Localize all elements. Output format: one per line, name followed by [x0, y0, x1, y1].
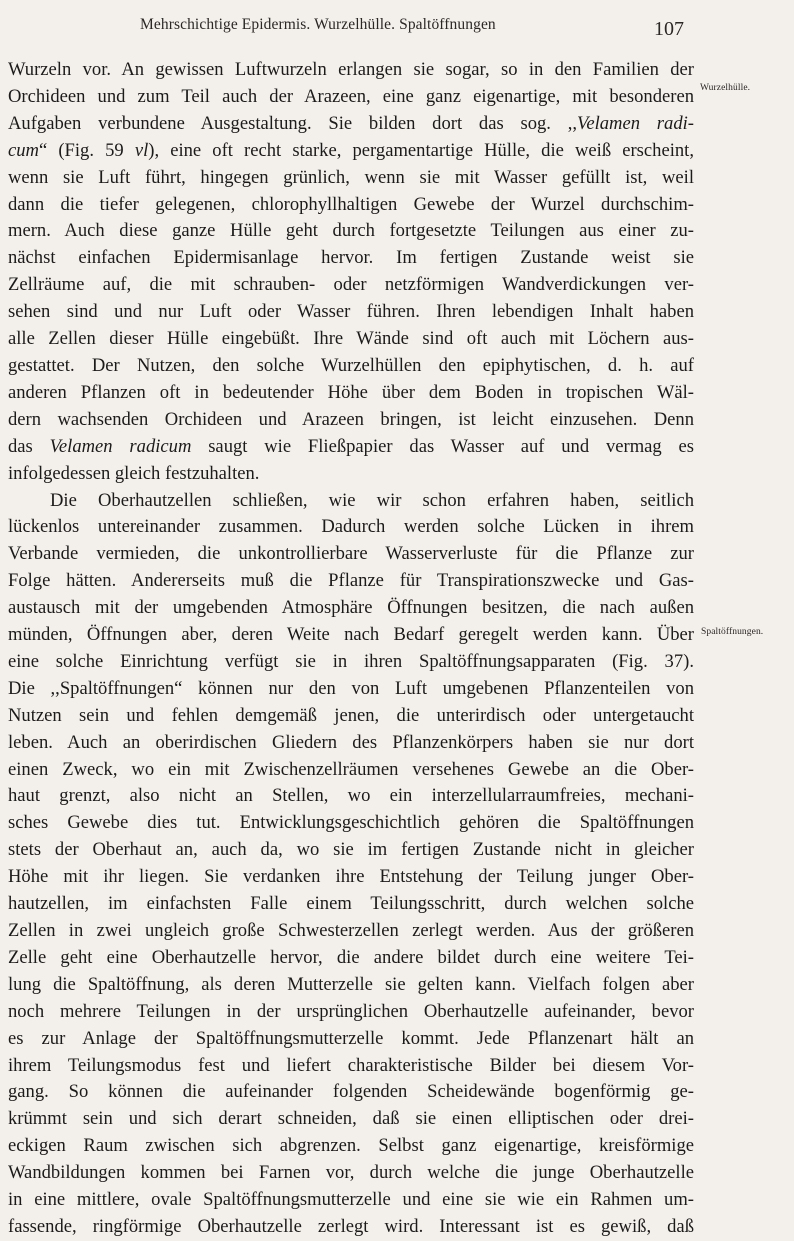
text-segment: Wandbildungen kommen bei Farnen vor, durch welche die junge Oberhautzelle [8, 1162, 694, 1184]
text-segment: Die ,,Spaltöffnungen“ können nur den von Luft umgebenen Pflanzenteilen von [8, 677, 694, 699]
text-line [8, 1079, 694, 1106]
italic-term: vl [134, 139, 149, 161]
text-segment: Zelle geht eine Oberhautzelle hervor, die andere bildet durch eine weitere Tei- [8, 946, 694, 968]
text-segment: eckigen Raum zwischen sich abgrenzen. Selbst ganz eigenartige, kreisförmige [8, 1135, 694, 1157]
text-line [8, 192, 694, 219]
text-segment: Folge hätten. Andererseits muß die Pflanze für Transpirationszwecke und Gas- [8, 570, 694, 592]
text-line [8, 649, 694, 676]
text-line [8, 622, 694, 649]
text-segment: austausch mit der umgebenden Atmosphäre Öffnungen besitzen, die nach außen [8, 597, 694, 619]
text-segment: Höhe mit ihr liegen. Sie verdanken ihre Entstehung der Teilung junger Ober- [8, 866, 694, 888]
text-segment: einen Zweck, wo ein mit Zwischenzellräumen versehenes Gewebe an die Ober- [8, 758, 694, 780]
text-line [8, 138, 694, 165]
text-line [8, 837, 694, 864]
text-line [8, 1187, 694, 1214]
text-segment: gestattet. Der Nutzen, den solche Wurzelhüllen den epiphytischen, d. h. auf [8, 354, 694, 376]
text-segment: anderen Pflanzen oft in bedeutender Höhe über dem Boden in tropischen Wäl- [8, 381, 694, 403]
text-line [8, 245, 694, 272]
text-line [8, 514, 694, 541]
text-line [8, 1133, 694, 1160]
text-line [8, 999, 694, 1026]
text-line [8, 676, 694, 703]
text-segment: eine solche Einrichtung verfügt sie in ihren Spaltöffnungsapparaten (Fig. 37). [8, 650, 694, 672]
text-segment: alle Zellen dieser Hülle eingebüßt. Ihre Wände sind oft auch mit Löchern aus- [8, 328, 694, 350]
body-text [8, 57, 694, 1241]
text-segment: Orchideen und zum Teil auch der Arazeen, eine ganz eigenartige, mit besonderen [8, 85, 694, 107]
text-line [8, 568, 694, 595]
text-line [8, 488, 694, 515]
text-line [8, 461, 694, 488]
text-line [8, 272, 694, 299]
text-line [8, 165, 694, 192]
text-segment: münden, Öffnungen aber, deren Weite nach Bedarf geregelt werden kann. Über [8, 624, 694, 646]
text-line [8, 407, 694, 434]
text-segment: Aufgaben verbundene Ausgestaltung. Sie bilden dort das sog. ,, [8, 112, 578, 134]
page-number: 107 [654, 18, 684, 40]
text-segment: ), eine oft recht starke, pergamentartige Hülle, die weiß erscheint, [148, 139, 694, 161]
text-line [8, 783, 694, 810]
text-segment: Nutzen sein und fehlen demgemäß jenen, die unterirdisch oder untergetaucht [8, 704, 694, 726]
text-segment: dern wachsenden Orchideen und Arazeen bringen, ist leicht einzusehen. Denn [8, 408, 694, 430]
margin-note-spaltoeffnungen: Spaltöffnungen. [701, 627, 764, 637]
text-line [8, 218, 694, 245]
text-line [8, 703, 694, 730]
text-line [8, 541, 694, 568]
text-segment: es zur Anlage der Spaltöffnungsmutterzelle kommt. Jede Pflanzenart hält an [8, 1027, 694, 1049]
text-segment: Wurzeln vor. An gewissen Luftwurzeln erlangen sie sogar, so in den Familien der [8, 59, 694, 80]
margin-note-wurzelhuelle: Wurzelhülle. [700, 83, 751, 93]
text-line [8, 595, 694, 622]
text-segment: dann die tiefer gelegenen, chlorophyllhaltigen Gewebe der Wurzel durchschim- [8, 193, 694, 215]
text-segment: haut grenzt, also nicht an Stellen, wo ein interzellularraumfreies, mechani- [8, 785, 694, 807]
text-line [8, 891, 694, 918]
text-segment: lung die Spaltöffnung, als deren Mutterzelle sie gelten kann. Vielfach folgen aber [8, 973, 694, 995]
text-segment: Zellen in zwei ungleich große Schwesterzellen zerlegt werden. Aus der größeren [8, 920, 694, 941]
text-segment: noch mehrere Teilungen in der ursprünglichen Oberhautzelle aufeinander, bevor [8, 1000, 694, 1022]
text-line [8, 1026, 694, 1053]
text-segment: “ (Fig. 59 [38, 139, 135, 161]
text-line [8, 945, 694, 972]
text-line [8, 84, 694, 111]
text-line [8, 810, 694, 837]
text-segment: sehen sind und nur Luft oder Wasser führen. Ihren lebendigen Inhalt haben [8, 301, 694, 323]
text-line [8, 111, 694, 138]
text-line [8, 918, 694, 945]
text-line [8, 57, 694, 84]
text-segment: stets der Oberhaut an, auch da, wo sie im fertigen Zustande nicht in gleicher [8, 839, 694, 861]
text-segment: wenn sie Luft führt, hingegen grünlich, wenn sie mit Wasser gefüllt ist, weil [8, 166, 694, 188]
text-segment: saugt wie Fließpapier das Wasser auf und vermag es [191, 435, 694, 457]
text-line [8, 326, 694, 353]
text-segment: Zellräume auf, die mit schrauben- oder netzförmigen Wandverdickungen ver- [8, 274, 694, 296]
text-segment: leben. Auch an oberirdischen Gliedern des Pflanzenkörpers haben sie nur dort [8, 731, 694, 753]
text-line [8, 299, 694, 326]
text-segment: gang. So können die aufeinander folgenden Scheidewände bogenförmig ge- [8, 1081, 694, 1103]
text-segment: infolgedessen gleich festzuhalten. [8, 462, 260, 484]
text-line [8, 757, 694, 784]
text-line [8, 1160, 694, 1187]
text-segment: mern. Auch diese ganze Hülle geht durch fortgesetzte Teilungen aus einer zu- [8, 220, 694, 242]
text-segment: lückenlos untereinander zusammen. Dadurch werden solche Lücken in ihrem [8, 516, 694, 538]
text-segment: nächst einfachen Epidermisanlage hervor. Im fertigen Zustande weist sie [8, 247, 694, 269]
text-line [8, 434, 694, 461]
text-segment: in eine mittlere, ovale Spaltöffnungsmutterzelle und eine sie wie ein Rahmen um- [8, 1189, 694, 1211]
text-line [8, 864, 694, 891]
text-segment: ihrem Teilungsmodus fest und liefert charakteristische Bilder bei diesem Vor- [8, 1054, 694, 1076]
text-segment: fassende, ringförmige Oberhautzelle zerlegt wird. Interessant ist es gewiß, daß [8, 1215, 694, 1237]
italic-term: Velamen radicum [49, 435, 192, 457]
text-line [8, 1214, 694, 1241]
text-line [8, 730, 694, 757]
italic-term: cum [8, 139, 39, 161]
text-line [8, 972, 694, 999]
text-line [8, 1106, 694, 1133]
italic-term: Velamen radi- [577, 112, 694, 134]
text-line [8, 353, 694, 380]
text-segment: hautzellen, im einfachsten Falle einem Teilungsschritt, durch welchen solche [8, 893, 694, 915]
text-line [8, 380, 694, 407]
text-segment: Die Oberhautzellen schließen, wie wir schon erfahren haben, seitlich [50, 489, 694, 511]
text-segment: das [8, 435, 50, 457]
text-segment: krümmt sein und sich derart schneiden, daß sie einen elliptischen oder drei- [8, 1108, 694, 1130]
running-head: Mehrschichtige Epidermis. Wurzelhülle. Spaltöffnungen [140, 16, 496, 33]
text-segment: Verbande vermieden, die unkontrollierbare Wasserverluste für die Pflanze zur [8, 543, 694, 565]
text-line [8, 1053, 694, 1080]
text-segment: sches Gewebe dies tut. Entwicklungsgeschichtlich gehören die Spaltöffnungen [8, 812, 694, 834]
